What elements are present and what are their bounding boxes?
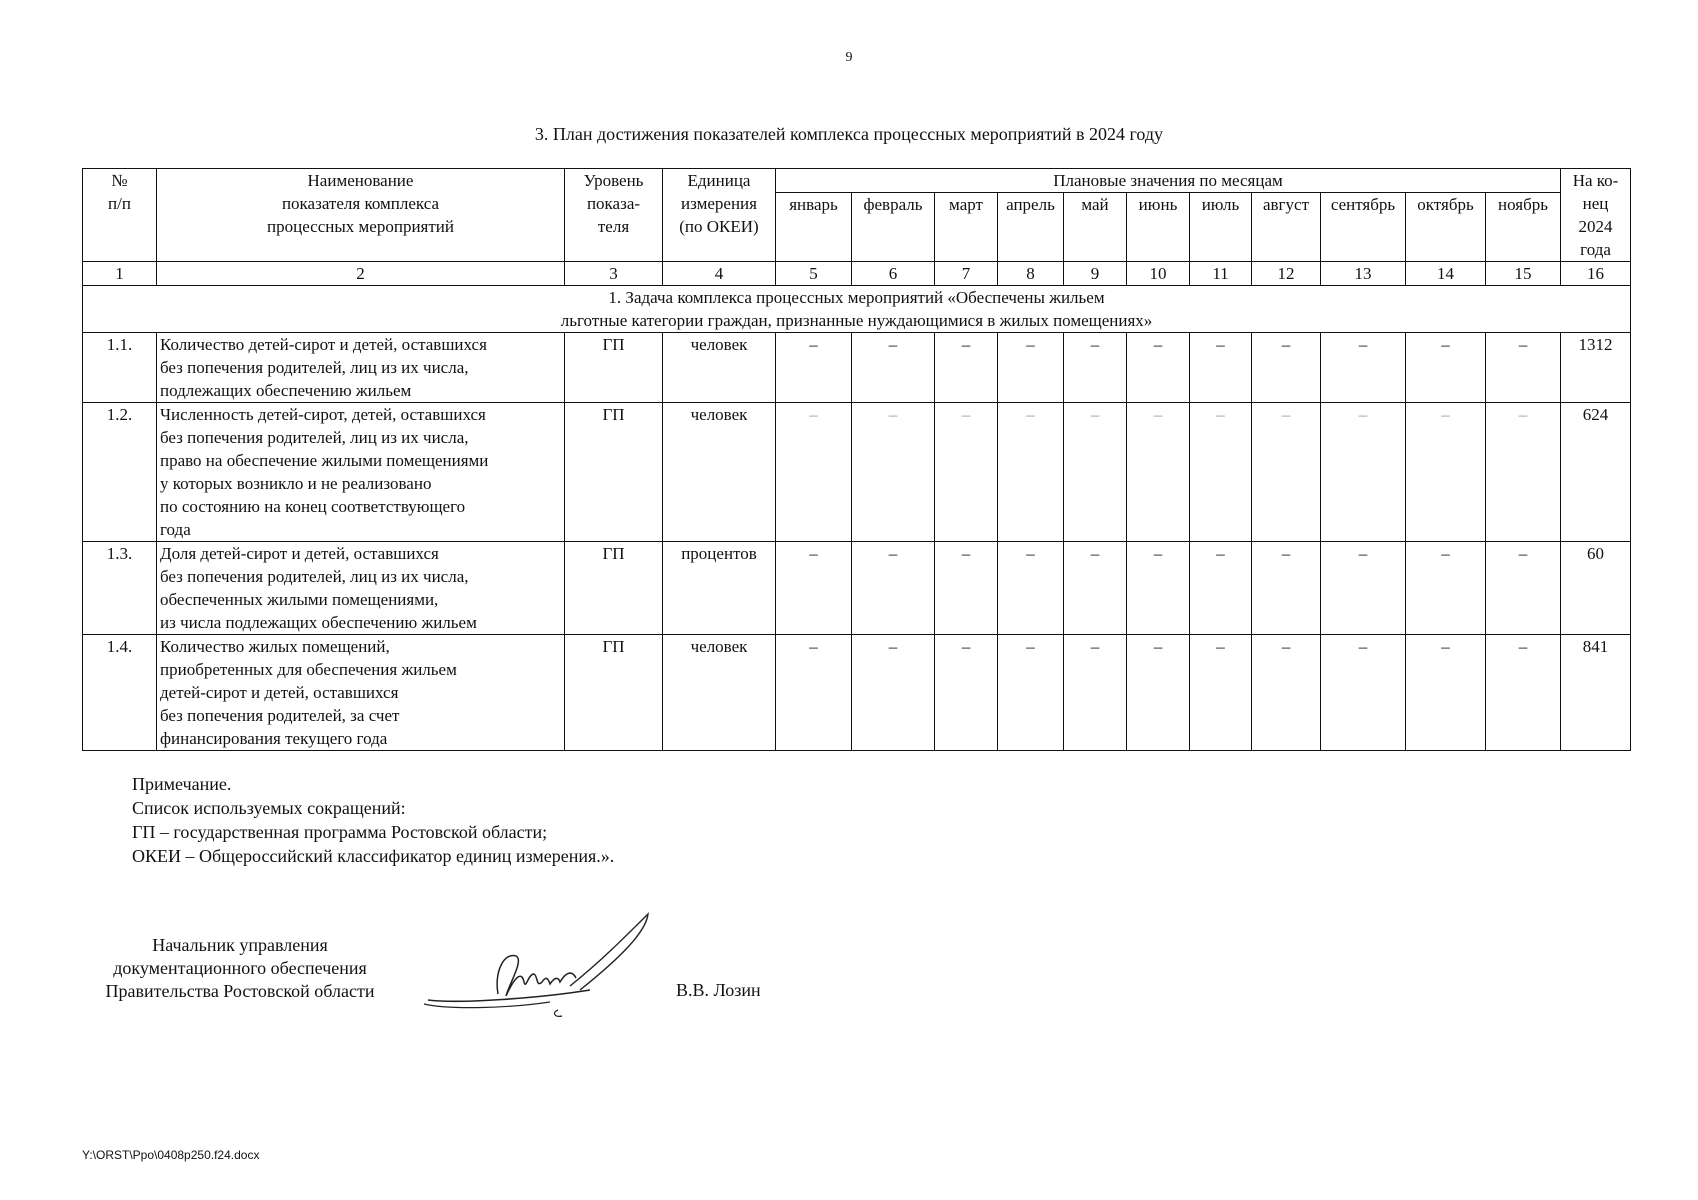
indicator-name: Количество детей-сирот и детей, оставшихся без попечения родителей, лиц из их числа, подлежащих обеспечению жильем	[157, 333, 565, 403]
indicator-unit: процентов	[663, 542, 776, 635]
section-title: 1. Задача комплекса процессных мероприятий «Обеспечены жильем льготные категории граждан, признанные нуждающимися в жилых помещениях»	[83, 286, 1631, 333]
indicator-unit: человек	[663, 403, 776, 542]
column-number: 5	[776, 262, 852, 286]
note-heading: Примечание.	[132, 774, 232, 794]
plan-table	[82, 168, 1631, 751]
row-number: 1.4.	[83, 635, 157, 751]
monthly-value: –	[1127, 635, 1190, 751]
monthly-value: –	[776, 635, 852, 751]
monthly-value: –	[1064, 542, 1127, 635]
monthly-value: –	[1127, 403, 1190, 542]
column-number: 12	[1252, 262, 1321, 286]
monthly-value: –	[1486, 635, 1561, 751]
indicator-level: ГП	[565, 635, 663, 751]
signatory-position: Начальник управления документационного обеспечения Правительства Ростовской области	[105, 935, 375, 1001]
indicator-name: Численность детей-сирот, детей, оставшихся без попечения родителей, лиц из их числа, право на обеспечение жилыми помещениями у которых возникло и не реализовано по состоянию на конец соответствующего года	[157, 403, 565, 542]
note-line: Список используемых сокращений:	[132, 798, 406, 818]
year-end-value: 841	[1561, 635, 1631, 751]
header-month: август	[1252, 193, 1321, 262]
column-number: 14	[1406, 262, 1486, 286]
monthly-value: –	[935, 542, 998, 635]
monthly-value: –	[1406, 635, 1486, 751]
column-number: 1	[83, 262, 157, 286]
table-row	[83, 403, 1631, 542]
monthly-value: –	[1486, 542, 1561, 635]
year-end-value: 624	[1561, 403, 1631, 542]
monthly-value: –	[1064, 635, 1127, 751]
header-month: октябрь	[1406, 193, 1486, 262]
monthly-value: –	[1127, 542, 1190, 635]
monthly-value: –	[998, 542, 1064, 635]
header-month: январь	[776, 193, 852, 262]
header-unit: Единица измерения (по ОКЕИ)	[663, 169, 776, 262]
header-name: Наименование показателя комплекса процессных мероприятий	[157, 169, 565, 262]
monthly-value: –	[1127, 333, 1190, 403]
column-number: 15	[1486, 262, 1561, 286]
note-line: ГП – государственная программа Ростовской области;	[132, 822, 548, 842]
column-number: 11	[1190, 262, 1252, 286]
row-number: 1.3.	[83, 542, 157, 635]
monthly-value: –	[935, 403, 998, 542]
monthly-value: –	[998, 333, 1064, 403]
document-title: 3. План достижения показателей комплекса процессных мероприятий в 2024 году	[534, 124, 1164, 144]
monthly-value: –	[1321, 333, 1406, 403]
monthly-value: –	[1252, 333, 1321, 403]
indicator-level: ГП	[565, 403, 663, 542]
header-month: март	[935, 193, 998, 262]
monthly-value: –	[1486, 333, 1561, 403]
header-month: июль	[1190, 193, 1252, 262]
note-line: ОКЕИ – Общероссийский классификатор единиц измерения.».	[132, 846, 615, 866]
row-number: 1.1.	[83, 333, 157, 403]
monthly-value: –	[1406, 542, 1486, 635]
handwritten-signature	[420, 912, 660, 1022]
monthly-value: –	[1190, 635, 1252, 751]
year-end-value: 1312	[1561, 333, 1631, 403]
monthly-value: –	[1190, 333, 1252, 403]
monthly-value: –	[776, 333, 852, 403]
monthly-value: –	[1190, 403, 1252, 542]
column-number: 8	[998, 262, 1064, 286]
table-row	[83, 635, 1631, 751]
monthly-value: –	[852, 542, 935, 635]
column-number: 3	[565, 262, 663, 286]
monthly-value: –	[1321, 542, 1406, 635]
header-month: февраль	[852, 193, 935, 262]
column-number: 7	[935, 262, 998, 286]
monthly-value: –	[935, 333, 998, 403]
signatory-name: В.В. Лозин	[676, 980, 761, 1000]
header-month: сентябрь	[1321, 193, 1406, 262]
monthly-value: –	[776, 403, 852, 542]
column-number-row	[83, 262, 1631, 286]
page-number: 9	[845, 50, 853, 65]
monthly-value: –	[1321, 635, 1406, 751]
header-year-end: На ко- нец 2024 года	[1561, 169, 1631, 262]
indicator-name: Количество жилых помещений, приобретенных для обеспечения жильем детей-сирот и детей, оставшихся без попечения родителей, за счет финансирования текущего года	[157, 635, 565, 751]
indicator-level: ГП	[565, 542, 663, 635]
monthly-value: –	[852, 403, 935, 542]
column-number: 13	[1321, 262, 1406, 286]
column-number: 4	[663, 262, 776, 286]
year-end-value: 60	[1561, 542, 1631, 635]
column-number: 2	[157, 262, 565, 286]
monthly-value: –	[776, 542, 852, 635]
header-month: май	[1064, 193, 1127, 262]
column-number: 16	[1561, 262, 1631, 286]
header-row-1	[83, 169, 1631, 193]
column-number: 10	[1127, 262, 1190, 286]
column-number: 9	[1064, 262, 1127, 286]
monthly-value: –	[1486, 403, 1561, 542]
column-number: 6	[852, 262, 935, 286]
monthly-value: –	[998, 635, 1064, 751]
header-month: июнь	[1127, 193, 1190, 262]
indicator-name: Доля детей-сирот и детей, оставшихся без попечения родителей, лиц из их числа, обеспеченных жилыми помещениями, из числа подлежащих обеспечению жильем	[157, 542, 565, 635]
row-number: 1.2.	[83, 403, 157, 542]
header-monthly-group: Плановые значения по месяцам	[776, 169, 1561, 193]
monthly-value: –	[852, 635, 935, 751]
monthly-value: –	[1190, 542, 1252, 635]
table-row	[83, 333, 1631, 403]
indicator-level: ГП	[565, 333, 663, 403]
monthly-value: –	[935, 635, 998, 751]
header-month: ноябрь	[1486, 193, 1561, 262]
table-row	[83, 542, 1631, 635]
header-month: апрель	[998, 193, 1064, 262]
monthly-value: –	[1406, 403, 1486, 542]
header-level: Уровень показа- теля	[565, 169, 663, 262]
monthly-value: –	[1321, 403, 1406, 542]
indicator-unit: человек	[663, 333, 776, 403]
monthly-value: –	[1406, 333, 1486, 403]
indicator-unit: человек	[663, 635, 776, 751]
monthly-value: –	[1252, 635, 1321, 751]
monthly-value: –	[1252, 542, 1321, 635]
monthly-value: –	[852, 333, 935, 403]
note-block	[132, 772, 614, 868]
monthly-value: –	[1064, 333, 1127, 403]
monthly-value: –	[1252, 403, 1321, 542]
monthly-value: –	[998, 403, 1064, 542]
section-row	[83, 286, 1631, 333]
header-num: № п/п	[83, 169, 157, 262]
monthly-value: –	[1064, 403, 1127, 542]
file-path-footer: Y:\ORST\Ppo\0408p250.f24.docx	[82, 1148, 260, 1162]
